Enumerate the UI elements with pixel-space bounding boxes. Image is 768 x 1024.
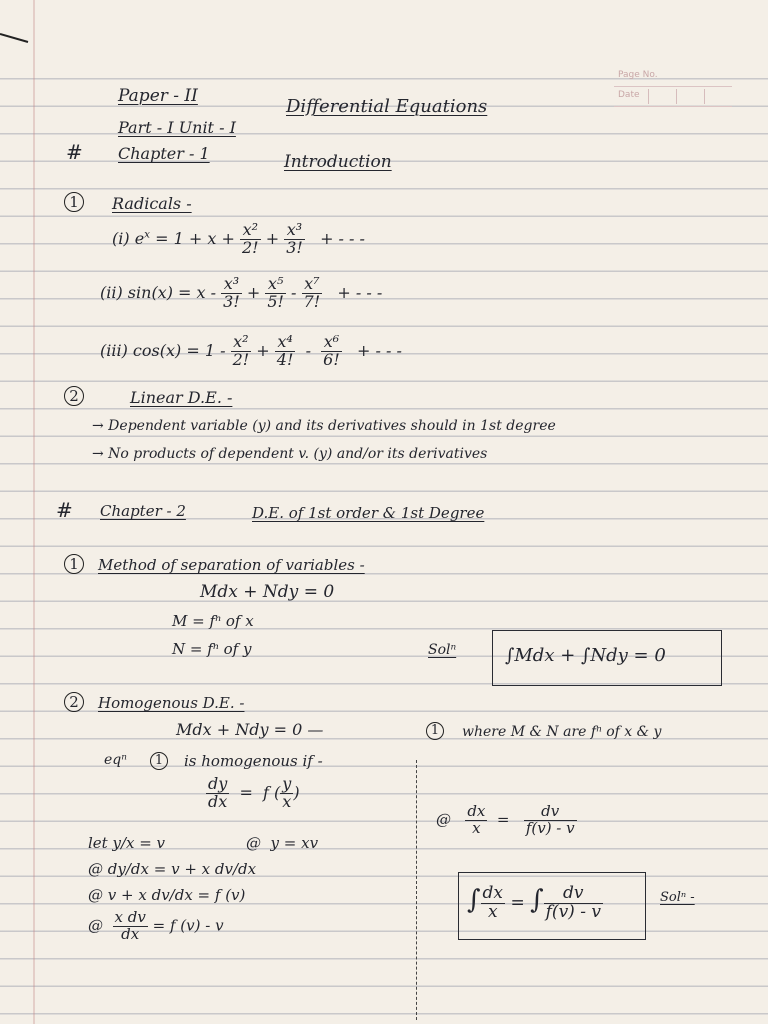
section-number-badge: 2 [64, 692, 84, 712]
chapter-1-label: Chapter - 1 [118, 144, 210, 163]
section-number-badge: 1 [64, 192, 84, 212]
homogenous-solution-label: Solⁿ - [660, 890, 695, 905]
linear-title: Linear D.E. - [130, 388, 233, 407]
homogenous-solution-box [458, 872, 646, 940]
separation-equation: Mdx + Ndy = 0 [200, 582, 335, 602]
homogenous-title: Homogenous D.E. - [98, 694, 245, 712]
series-sin: (ii) sin(x) = x - $\frac{\text{x³}}{3!}$ + $\frac{\text{x⁵}}{5!}$ - $\frac{\text{x⁷}}{7!}$ + - - - [100, 274, 383, 311]
equate-step: @ v + x dv/dx = f (v) [88, 886, 246, 904]
solution-formula: ∫Mdx + ∫Ndy = 0 [505, 645, 666, 666]
separation-title: Method of separation of variables - [98, 556, 365, 574]
linear-bullet-1: → Dependent variable (y) and its derivatives should in 1st degree [92, 418, 556, 434]
section-number-badge: 1 [64, 554, 84, 574]
homogenous-solution-formula: ∫ $\frac{dx}{x}$ = ∫ $\frac{dv}{f(v) - v}$ [467, 883, 601, 922]
radicals-title: Radicals - [112, 194, 192, 213]
homogenous-condition: $\frac{dy}{dx}$ = f ( $\frac{y}{x}$ ) [208, 774, 300, 811]
separated-form: @ $\frac{dx}{x}$ = $\frac{dv}{f(v) - v}$ [436, 802, 575, 837]
derivative-step: @ dy/dx = v + x dv/dx [88, 860, 257, 878]
homogenous-where: where M & N are fⁿ of x & y [462, 724, 662, 740]
rearrange-step: @ $\frac{\text{x dv}}{dx}$ = f (v) - v [88, 908, 224, 943]
series-cos: (iii) cos(x) = 1 - $\frac{\text{x²}}{2!}$ + $\frac{\text{x⁴}}{4!}$ - $\frac{\text{x⁶}}{6!}$ + - - - [100, 332, 402, 369]
condition-eqn: eqⁿ [104, 752, 127, 768]
equation-ref-badge: 1 [150, 752, 168, 770]
substitution-step-b: @ y = xv [246, 834, 319, 852]
chapter-1-title: Introduction [284, 152, 392, 172]
hash-marker: # [66, 140, 83, 164]
condition-text: is homogenous if - [184, 752, 323, 770]
linear-bullet-2: → No products of dependent v. (y) and/or its derivatives [92, 446, 488, 462]
part-unit: Part - I Unit - I [118, 118, 236, 137]
date-label: Date [618, 90, 640, 100]
chapter-2-title: D.E. of 1st order & 1st Degree [252, 504, 485, 522]
chapter-2-label: Chapter - 2 [100, 502, 186, 520]
solution-label: Solⁿ [428, 642, 457, 658]
subject-title: Differential Equations [286, 96, 488, 117]
n-definition: N = fⁿ of y [172, 640, 252, 658]
hash-marker: # [56, 498, 73, 522]
equation-ref-badge: 1 [426, 722, 444, 740]
page-no-label: Page No. [618, 70, 658, 80]
homogenous-equation: Mdx + Ndy = 0 — [176, 720, 324, 739]
paper-title: Paper - II [118, 86, 198, 106]
section-number-badge: 2 [64, 386, 84, 406]
substitution-step: let y/x = v [88, 834, 166, 852]
dashed-divider [416, 760, 417, 1020]
series-exp: (i) $e^x = 1 + x$ + $\frac{\text{x²}}{2!}$ + $\frac{\text{x³}}{3!}$ + - - - [112, 220, 365, 257]
m-definition: M = fⁿ of x [172, 612, 254, 630]
page-date-box [614, 68, 732, 108]
solution-box [492, 630, 722, 686]
